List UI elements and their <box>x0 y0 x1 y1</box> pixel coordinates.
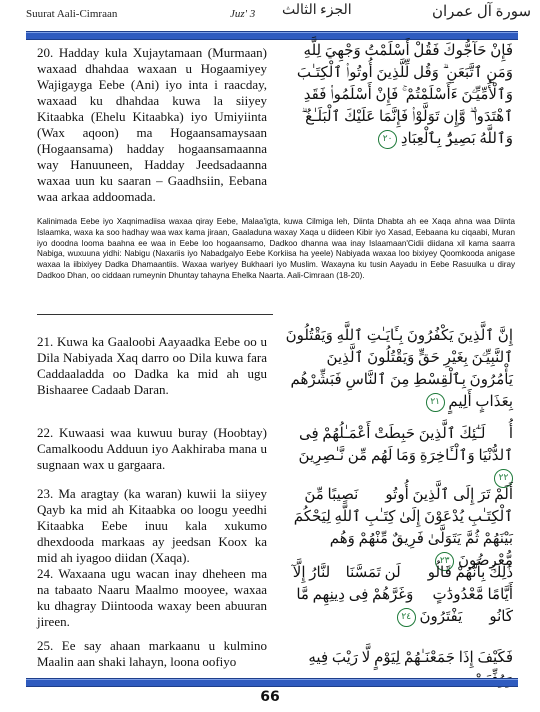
verse-24-translation: 24. Waxaana ugu wacan inay dheheen ma na tabaato Naaru Maalmo mooyee, waxaa ku dhagray Diintooda waxay been abuuran jireen. <box>37 566 267 629</box>
verse-20-number-icon: ٢٠ <box>378 130 397 149</box>
section-divider <box>37 314 273 315</box>
verse-24-arabic <box>285 562 513 628</box>
surah-arabic: سورة آل عمران <box>432 4 532 20</box>
verse-25-arabic-text: فَكَيْفَ إِذَا جَمَعْنَـٰهُمْ لِيَوْمٍ لَّا رَيْبَ فِيهِ <box>308 650 513 666</box>
verse-24-arabic-text: ذَٰلِكَ بِأَنَّهُمْ قَالُوا۟ لَن تَمَسَّنَا ٱلنَّارُ إِلَّآ أَيَّامًا مَّعْدُودَٰتٍ ۖ وَغَرَّهُمْ فِى دِينِهِم مَّا كَانُوا۟ يَفْتَرُونَ <box>292 565 513 625</box>
verse-21-number-icon: ٢١ <box>426 393 445 412</box>
verse-25-translation: 25. Ee say ahaan markaanu u kulmino Maalin aan shaki lahayn, loona oofiyo <box>37 638 267 669</box>
verse-22-arabic <box>285 423 513 489</box>
verse-21-translation: 21. Kuwa ka Gaaloobi Aayaadka Eebe oo u Dila Nabiyada Xaq darro oo Dila kuwa fara Caddaaladda oo Dadka ka mid ah ugu Bishaaree Cadaab Daran. <box>37 334 267 397</box>
verse-22-translation: 22. Kuwaasi waa kuwuu buray (Hoobtay) Camalkoodu Adduun iyo Aakhiraba mana u sugnaan wax u gargaara. <box>37 425 267 472</box>
verse-23-arabic <box>285 484 513 572</box>
verse-23-arabic-text: أَلَمْ تَرَ إِلَى ٱلَّذِينَ أُوتُوا۟ نَصِيبًا مِّنَ ٱلْكِتَـٰبِ يُدْعَوْنَ إِلَىٰ كِتَـٰبِ ٱللَّهِ لِيَحْكُمَ بَيْنَهُمْ ثُمَّ يَتَوَلَّىٰ فَرِيقٌ مِّنْهُمْ وَهُم مُّعْرِضُونَ <box>293 487 513 569</box>
top-decorative-band <box>26 31 518 40</box>
verse-20-translation: 20. Hadday kula Xujaytamaan (Murmaan) waxaad dhahdaa waxaan u Hogaamiyey Wajigayga Eebe (Ani) iyo inta i raacday, waxaad ku dhahdaa kuwa la siiyey Kitaabka (Ehelu Kitaabka) iyo Umiyiinta (Wax aqoon) ma Hogaansamaysaan (Hogaansama) hadday hogaansamaanna way Hanuuneen, Hadday Jeedsadaanna waxaa uun ku saaran – Gaadhsiin, Eebana waa arkaa addoomada. <box>37 45 267 204</box>
page-number: 66 <box>260 689 280 705</box>
verse-23-translation: 23. Ma aragtay (ka waran) kuwii la siiyey Qayb ka mid ah Kitaabka oo loogu yeedhi Kitaabka Eebe inuu kala xukumo dhexdooda markaas ay jeedsan Koox ka mid ah iyagoo diidan (Xaqa). <box>37 486 267 565</box>
verse-22-arabic-text: أُو۟لَـٰٓئِكَ ٱلَّذِينَ حَبِطَتْ أَعْمَـٰلُهُمْ فِى ٱلدُّنْيَا وَٱلْـَٔاخِرَةِ وَمَا لَهُم مِّن نَّـٰصِرِينَ <box>298 426 513 464</box>
page-header <box>0 0 540 30</box>
verse-20-arabic <box>285 40 513 150</box>
juz-arabic: الجزء الثالث <box>282 3 352 18</box>
verse-23-number-icon: ٢٣ <box>435 552 454 571</box>
verse-22-number-icon: ٢٢ <box>494 469 513 488</box>
verse-21-arabic-text: إِنَّ ٱلَّذِينَ يَكْفُرُونَ بِـَٔايَـٰتِ ٱللَّهِ وَيَقْتُلُونَ ٱلنَّبِيِّـۧنَ بِغَيْرِ حَقٍّ وَيَقْتُلُونَ ٱلَّذِينَ يَأْمُرُونَ بِٱلْقِسْطِ مِنَ ٱلنَّاسِ فَبَشِّرْهُم بِعَذَابٍ أَلِيمٍ <box>285 328 513 410</box>
bottom-decorative-band <box>26 678 518 687</box>
surah-name: Suurat Aali-Cimraan <box>26 8 118 20</box>
commentary: Kalinimada Eebe iyo Xaqnimadiisa waxaa qiray Eebe, Malaa'igta, kuwa Cilmiga leh, Diinta Dhabta ah ee Xaqa ahna waa Diinta Islaamka, waxa ka soo hadhay waa wax kama jiraan, Gaaladuna waxay Xaqa u diideen Kibir iyo Xasad, Eebaana ku ciqaabi, Muran iyo doodna looma baahna ee waa in Eebe loo hogaansamo, Dadkoo dhanna waa inay Islaamaan'Cidii diidana xil kama saarra Nabiga, wuxuuna yidhi: Nabigu (Naxariis iyo Nabadgalyo Eebe Korkiisa ha yeele) Nabiyada waxaa loo bixiyey Qoomkooda anigase waxaa la iibixiyey Dadka Dhamaantiis. Waxaa wariyey Bukhaari iyo Muslim. Waxayna ku tusin Aayadu in Eebe Rasuulka u diray Dadkoo Dhan, oo ciddaan rumeynin Dhuntay tahayna Ehelka Naarta. Aali-Cimraan (18-20). <box>37 217 515 280</box>
verse-21-arabic <box>285 325 513 413</box>
juz-label: Juz' 3 <box>230 8 256 20</box>
verse-20-arabic-text: فَإِنْ حَآجُّوكَ فَقُلْ أَسْلَمْتُ وَجْهِيَ لِلَّهِ وَمَنِ ٱتَّبَعَنِ ۗ وَقُل لِّلَّذِينَ أُوتُوا۟ ٱلْكِتَـٰبَ وَٱلْأُمِّيِّـۧنَ ءَأَسْلَمْتُمْ ۚ فَإِنْ أَسْلَمُوا۟ فَقَدِ ٱهْتَدَوا۟ ۖ وَّإِن تَوَلَّوْا۟ فَإِنَّمَا عَلَيْكَ ٱلْبَلَـٰغُ ۗ وَٱللَّهُ بَصِيرٌۢ بِٱلْعِبَادِ <box>296 43 513 147</box>
verse-24-number-icon: ٢٤ <box>397 608 416 627</box>
